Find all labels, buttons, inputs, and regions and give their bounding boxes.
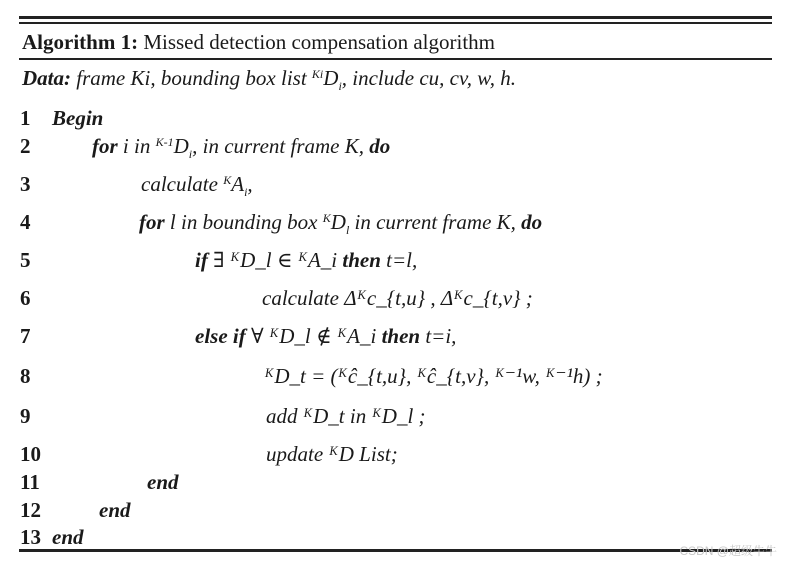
line-code: [264, 364, 603, 389]
line-text: add: [266, 404, 298, 428]
line-number: 8: [20, 364, 31, 388]
line-number: 11: [20, 470, 40, 494]
line-code: [52, 525, 84, 550]
line-text: l in bounding box: [164, 210, 318, 234]
line-text: i in: [117, 134, 151, 158]
line-number: 13: [20, 525, 41, 549]
keyword-if: if: [195, 248, 208, 272]
math-expression: ᴷD_t in ᴷD_l ;: [302, 404, 426, 428]
superscript: K: [223, 173, 232, 187]
line-text-post: in current frame K,: [349, 210, 516, 234]
data-sup: Ki: [311, 67, 324, 81]
data-sub: i: [338, 79, 342, 93]
data-line: [22, 66, 516, 94]
variable: D: [330, 210, 346, 234]
math-expression: ᴷD_t = (ᴷĉ_{t,u}, ᴷĉ_{t,v}, ᴷ⁻¹w, ᴷ⁻¹h) ;: [264, 364, 603, 388]
line-text-post: , in current frame K,: [192, 134, 364, 158]
line-text: calculate: [141, 172, 218, 196]
keyword-for: for: [92, 134, 118, 158]
line-number: 2: [20, 134, 31, 158]
data-text-pre: frame Ki, bounding box list: [76, 66, 307, 90]
algorithm-title: [22, 30, 495, 55]
line-code: [99, 498, 131, 523]
line-code: [92, 134, 390, 162]
data-label: Data:: [22, 66, 71, 90]
header-rule: [19, 58, 772, 60]
subscript: l: [345, 223, 350, 237]
math-expression: ∃ ᴷD_l ∈ ᴷA_i: [213, 248, 338, 272]
line-number: 4: [20, 210, 31, 234]
line-text: calculate: [262, 286, 339, 310]
line-code: [147, 470, 179, 495]
line-code: [195, 248, 417, 273]
math-expression: ∀ ᴷD_l ∉ ᴷA_i: [250, 324, 377, 348]
bottom-rule: [19, 549, 772, 552]
keyword-do: do: [369, 134, 391, 158]
variable: D: [173, 134, 189, 158]
math-expression: Δᴷc_{t,u} , Δᴷc_{t,v} ;: [344, 286, 533, 310]
keyword-do: do: [521, 210, 543, 234]
keyword-then: then: [342, 248, 381, 272]
math-expression: ᴷD List;: [328, 442, 398, 466]
line-number: 3: [20, 172, 31, 196]
subscript: i: [244, 185, 248, 199]
superscript: K: [322, 211, 331, 225]
line-code: [262, 286, 533, 311]
variable: A: [231, 172, 245, 196]
line-code: [52, 106, 103, 131]
keyword-end: end: [99, 498, 131, 522]
keyword-then: then: [381, 324, 421, 348]
keyword-for: for: [139, 210, 165, 234]
line-number: 6: [20, 286, 31, 310]
algorithm-name: Missed detection compensation algorithm: [143, 30, 496, 54]
line-number: 5: [20, 248, 31, 272]
line-number: 7: [20, 324, 31, 348]
line-text: update: [266, 442, 324, 466]
watermark: CSDN @超级牛牛: [679, 544, 777, 558]
line-code: [266, 404, 426, 429]
keyword-end: end: [147, 470, 179, 494]
line-number: 9: [20, 404, 31, 428]
algorithm-label: Algorithm 1:: [22, 30, 139, 54]
line-text-post: t=l,: [380, 248, 418, 272]
data-var: D: [323, 66, 339, 90]
superscript: K-1: [155, 135, 174, 149]
line-number: 10: [20, 442, 41, 466]
keyword-else-if: else if: [195, 324, 246, 348]
top-rule-thick: [19, 16, 772, 19]
keyword-begin: Begin: [52, 106, 104, 130]
data-text-post: , include cu, cv, w, h.: [341, 66, 516, 90]
line-code: [139, 210, 542, 238]
line-code: [195, 324, 456, 349]
subscript: i: [188, 147, 193, 161]
line-text-post: t=i,: [420, 324, 457, 348]
line-code: [266, 442, 398, 467]
top-rule-thin: [19, 22, 772, 24]
line-number: 12: [20, 498, 41, 522]
line-text-post: ,: [247, 172, 253, 196]
line-number: 1: [20, 106, 31, 130]
line-code: [141, 172, 253, 200]
keyword-end: end: [52, 525, 84, 549]
